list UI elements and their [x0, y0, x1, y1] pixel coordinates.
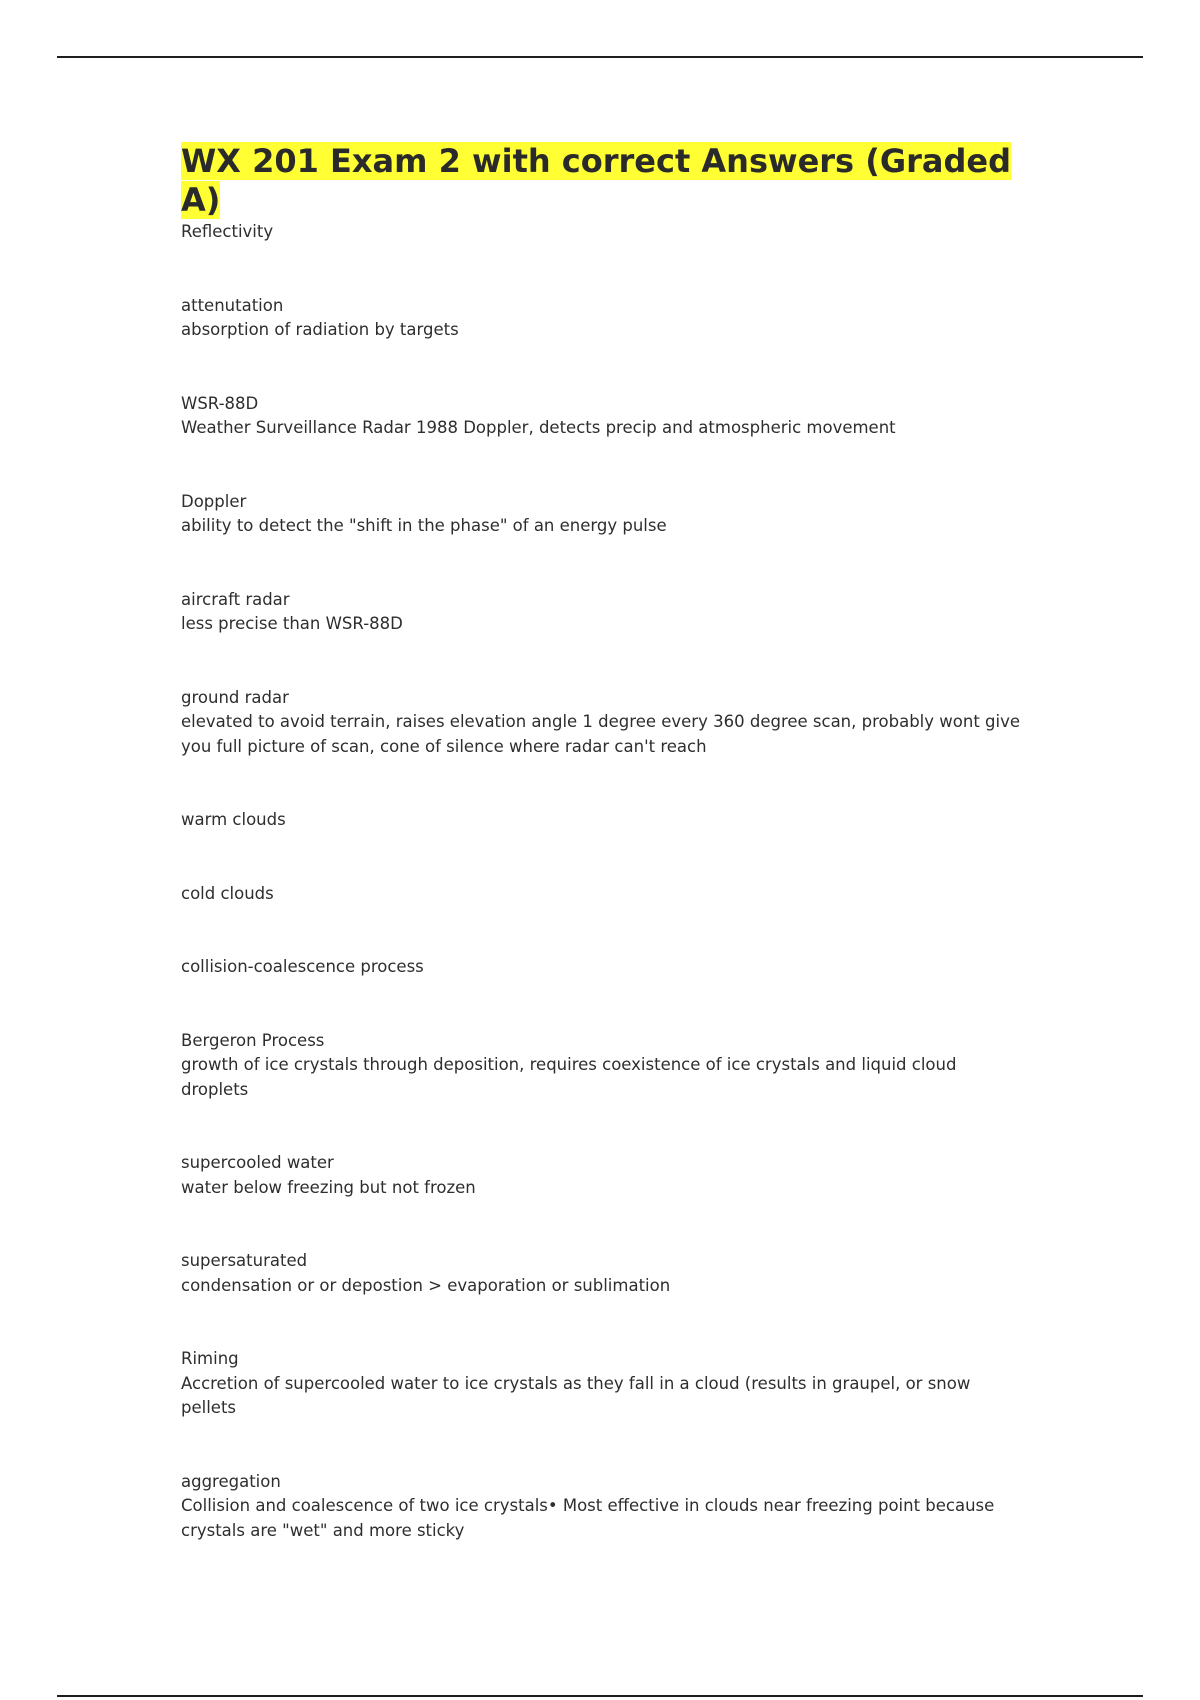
entry-definition: less precise than WSR-88D	[181, 614, 403, 633]
entry-term: cold clouds	[181, 883, 274, 903]
entry-collision-coalescence	[181, 955, 1021, 980]
entry-term: Reflectivity	[181, 222, 274, 241]
entry-definition: Weather Surveillance Radar 1988 Doppler, detects precip and atmospheric movement	[181, 418, 896, 437]
entry-supercooled-water	[181, 1151, 1021, 1200]
entry-term: attenutation	[181, 295, 284, 315]
entry-term: Riming	[181, 1349, 239, 1368]
entry-term: WSR-88D	[181, 393, 259, 413]
entry-riming	[181, 1347, 1021, 1421]
entry-definition: Accretion of supercooled water to ice crystals as they fall in a cloud (results in graupel, or snow pellets	[181, 1373, 971, 1417]
entry-term: aggregation	[181, 1471, 281, 1491]
entry-term: warm clouds	[181, 810, 286, 829]
entry-term: ground radar	[181, 687, 289, 707]
entry-doppler	[181, 490, 1021, 539]
entry-term: Bergeron Process	[181, 1030, 325, 1050]
bottom-divider	[57, 1695, 1143, 1697]
entry-term: supersaturated	[181, 1251, 308, 1270]
entry-wsr-88d	[181, 392, 1021, 441]
entry-attenutation	[181, 294, 1021, 343]
document-title	[181, 142, 1021, 220]
entry-term: collision-coalescence process	[181, 957, 424, 976]
entry-cold-clouds	[181, 882, 1021, 907]
entry-aircraft-radar	[181, 588, 1021, 637]
entry-definition: Collision and coalescence of two ice crystals• Most effective in clouds near freezing point because crystals are "wet" and more sticky	[181, 1496, 995, 1540]
entry-term: supercooled water	[181, 1153, 334, 1172]
top-divider	[57, 56, 1143, 58]
entry-definition: growth of ice crystals through deposition, requires coexistence of ice crystals and liquid cloud droplets	[181, 1055, 957, 1099]
entry-term: aircraft radar	[181, 589, 290, 609]
entry-ground-radar	[181, 686, 1021, 760]
entry-definition: condensation or or depostion > evaporation or sublimation	[181, 1275, 671, 1295]
entry-definition: water below freezing but not frozen	[181, 1177, 476, 1197]
entry-term: Doppler	[181, 491, 247, 511]
document-title-text: WX 201 Exam 2 with correct Answers (Graded A)	[181, 142, 1012, 219]
entry-definition: ability to detect the "shift in the phase" of an energy pulse	[181, 516, 667, 535]
document-body	[181, 142, 1021, 1592]
entry-supersaturated	[181, 1249, 1021, 1298]
entry-warm-clouds	[181, 808, 1021, 833]
entry-aggregation	[181, 1470, 1021, 1544]
entry-definition: elevated to avoid terrain, raises elevation angle 1 degree every 360 degree scan, probably wont give you full picture of scan, cone of silence where radar can't reach	[181, 712, 1021, 756]
entry-reflectivity	[181, 220, 1021, 245]
entry-bergeron-process	[181, 1029, 1021, 1103]
entry-definition: absorption of radiation by targets	[181, 320, 459, 339]
